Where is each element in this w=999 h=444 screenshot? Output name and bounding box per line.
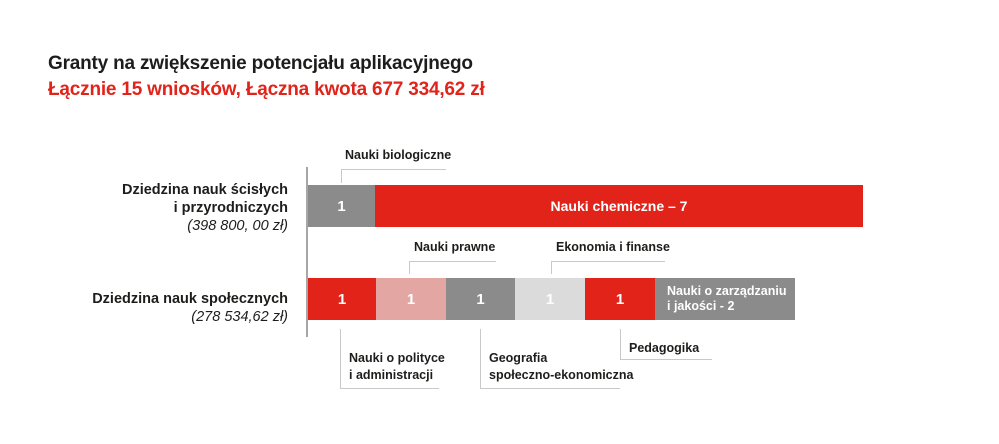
callout-line	[341, 169, 342, 183]
callout-label-line2: i administracji	[349, 368, 434, 382]
bar-segment-pedagogika	[585, 278, 655, 320]
segment-value-label: 1	[476, 290, 485, 308]
segment-label-line2: i jakości - 2	[667, 299, 735, 313]
callout-label-nauki-biologiczne: Nauki biologiczne	[345, 148, 452, 162]
callout-line	[409, 261, 410, 274]
segment-value-label: 1	[337, 197, 346, 215]
callout-line	[340, 388, 439, 389]
page-title: Granty na zwiększenie potencjału aplikacyjnego	[48, 53, 473, 74]
callout-line	[480, 388, 620, 389]
callout-label-ekonomia-i-finanse: Ekonomia i finanse	[556, 240, 670, 254]
row-label-line1: Dziedzina nauk społecznych	[92, 291, 288, 307]
callout-line	[341, 169, 446, 170]
row-label-line1: Dziedzina nauk ścisłych	[121, 182, 288, 198]
row-amount: (398 800, 00 zł)	[187, 218, 288, 234]
bar-segment-nauki-o-zarzadzaniu	[655, 278, 795, 320]
callout-line	[551, 261, 552, 274]
callout-line	[620, 329, 621, 359]
segment-value-label: 1	[406, 290, 416, 308]
callout-line	[551, 261, 665, 262]
segment-label-line1: Nauki o zarządzaniu	[667, 284, 787, 298]
callout-line	[480, 329, 481, 388]
row-amount: (278 534,62 zł)	[191, 309, 288, 325]
callout-label-line1: Geografia	[489, 351, 548, 365]
row-label-nauki-scisle	[122, 181, 288, 235]
bar-segment-ekonomia	[515, 278, 585, 320]
bar-segment-geografia	[446, 278, 515, 320]
row-label-line2: i przyrodniczych	[173, 200, 288, 216]
segment-value-label: 1	[545, 290, 555, 308]
bar-segment-nauki-chemiczne	[375, 185, 863, 227]
bar-segment-nauki-prawne	[376, 278, 446, 320]
callout-label-nauki-o-polityce	[349, 350, 445, 384]
callout-label-line1: Nauki o polityce	[349, 351, 445, 365]
callout-label-pedagogika: Pedagogika	[629, 341, 700, 355]
callout-label-line2: społeczno-ekonomiczna	[489, 368, 634, 382]
row-label-nauki-spoleczne	[92, 290, 288, 326]
callout-line	[340, 329, 341, 388]
segment-value-label: 1	[337, 290, 347, 308]
bar-nauki-scisle	[308, 185, 863, 227]
bar-segment-nauki-o-polityce	[308, 278, 376, 320]
callout-label-nauki-prawne: Nauki prawne	[414, 240, 496, 254]
callout-label-geografia	[489, 350, 633, 384]
page-subtitle: Łącznie 15 wniosków, Łączna kwota 677 334,62 zł	[48, 79, 485, 100]
bar-segment-nauki-biologiczne	[308, 185, 375, 227]
bar-nauki-spoleczne	[308, 278, 795, 320]
callout-line	[409, 261, 496, 262]
segment-value-label: 1	[615, 290, 625, 308]
callout-line	[620, 359, 712, 360]
segment-value-label: Nauki chemiczne – 7	[550, 198, 688, 214]
